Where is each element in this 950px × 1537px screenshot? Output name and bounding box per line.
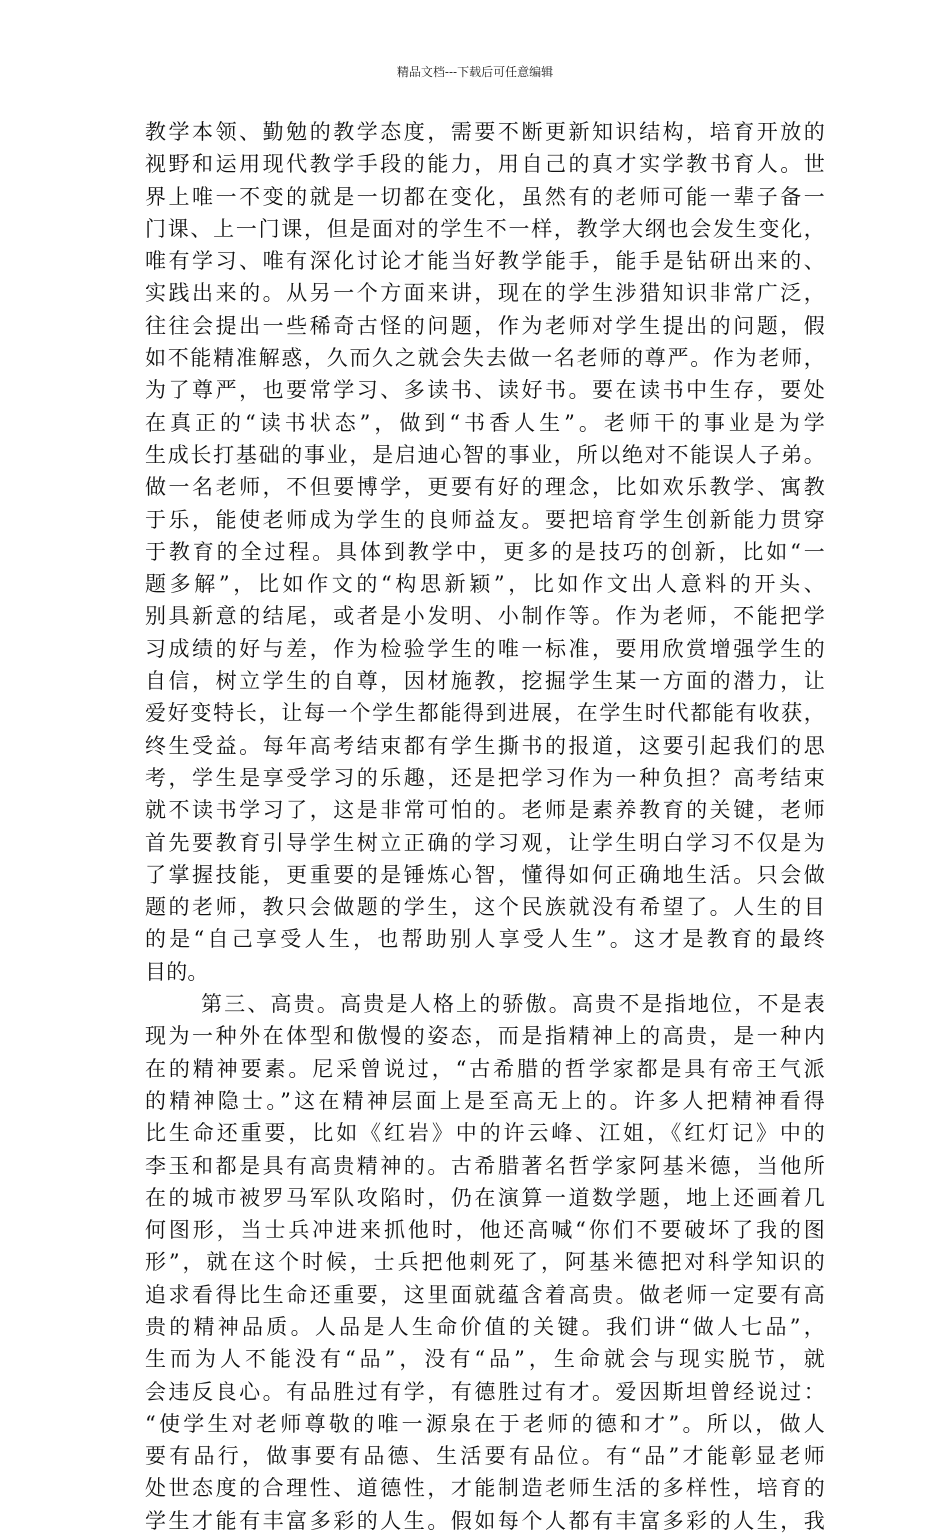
text-line: 就不读书学习了，这是非常可怕的。老师是素养教育的关键，老师 — [145, 798, 825, 823]
text-line: 何图形，当士兵冲进来抓他时，他还高喊“你们不要破坏了我的图 — [145, 1218, 825, 1243]
text-line: 要有品行，做事要有品德、生活要有品位。有“品”才能彰显老师 — [145, 1444, 825, 1469]
text-line: 第三、高贵。高贵是人格上的骄傲。高贵不是指地位，不是表 — [201, 992, 825, 1017]
text-line: 现为一种外在体型和傲慢的姿态，而是指精神上的高贵，是一种内 — [145, 1024, 825, 1049]
text-line: 在真正的“读书状态”，做到“书香人生”。老师干的事业是为学 — [145, 410, 825, 435]
text-line: 做一名老师，不但要博学，更要有好的理念，比如欢乐教学、寓教 — [145, 475, 825, 500]
text-line: 了掌握技能，更重要的是锤炼心智，懂得如何正确地生活。只会做 — [145, 862, 825, 887]
text-line: 实践出来的。从另一个方面来讲，现在的学生涉猎知识非常广泛， — [145, 281, 825, 306]
text-line: 生而为人不能没有“品”，没有“品”，生命就会与现实脱节，就 — [145, 1347, 825, 1372]
text-line: 终生受益。每年高考结束都有学生撕书的报道，这要引起我们的思 — [145, 733, 825, 758]
text-line: 在的城市被罗马军队攻陷时，仍在演算一道数学题，地上还画着几 — [145, 1185, 825, 1210]
text-line: 题多解”，比如作文的“构思新颖”，比如作文出人意料的开头、 — [145, 572, 825, 597]
text-line: 贵的精神品质。人品是人生命价值的关键。我们讲“做人七品”， — [145, 1314, 825, 1339]
text-line: 学生才能有丰富多彩的人生。假如每个人都有丰富多彩的人生，我 — [145, 1508, 825, 1533]
text-line: 追求看得比生命还重要，这里面就蕴含着高贵。做老师一定要有高 — [145, 1282, 825, 1307]
document-body — [145, 116, 825, 1537]
text-line: 教学本领、勤勉的教学态度，需要不断更新知识结构，培育开放的 — [145, 120, 825, 144]
text-line: 比生命还重要，比如《红岩》中的许云峰、江姐，《红灯记》中的 — [145, 1121, 825, 1146]
page-header: 精品文档---下载后可任意编辑 — [396, 65, 554, 79]
text-line: 李玉和都是具有高贵精神的。古希腊著名哲学家阿基米德，当他所 — [145, 1153, 825, 1178]
text-line: 首先要教育引导学生树立正确的学习观，让学生明白学习不仅是为 — [145, 830, 825, 855]
text-line: 于乐，能使老师成为学生的良师益友。要把培育学生创新能力贯穿 — [145, 507, 825, 532]
text-line: 爱好变特长，让每一个学生都能得到进展，在学生时代都能有收获， — [145, 701, 825, 726]
text-line: 界上唯一不变的就是一切都在变化，虽然有的老师可能一辈子备一 — [145, 184, 825, 209]
text-line: 门课、上一门课，但是面对的学生不一样，教学大纲也会发生变化， — [145, 216, 825, 241]
text-line: 在的精神要素。尼采曾说过，“古希腊的哲学家都是具有帝王气派 — [145, 1056, 825, 1081]
text-line: 形”，就在这个时候，士兵把他刺死了，阿基米德把对科学知识的 — [145, 1250, 825, 1275]
paragraph — [145, 988, 825, 1537]
text-line: 于教育的全过程。具体到教学中，更多的是技巧的创新，比如“一 — [145, 539, 825, 564]
text-line: 自信，树立学生的自尊，因材施教，挖掘学生某一方面的潜力，让 — [145, 669, 825, 694]
text-line: 往往会提出一些稀奇古怪的问题，作为老师对学生提出的问题，假 — [145, 313, 825, 338]
text-line: 题的老师，教只会做题的学生，这个民族就没有希望了。人生的目 — [145, 895, 825, 920]
paragraph — [145, 116, 825, 988]
text-line: 的精神隐士。”这在精神层面上是至高无上的。许多人把精神看得 — [145, 1088, 825, 1113]
text-line: 处世态度的合理性、道德性，才能制造老师生活的多样性，培育的 — [145, 1476, 825, 1501]
text-line: 的是“自己享受人生，也帮助别人享受人生”。这才是教育的最终 — [145, 927, 825, 952]
text-line: 会违反良心。有品胜过有学，有德胜过有才。爱因斯坦曾经说过： — [145, 1379, 825, 1404]
text-line: 如不能精准解惑，久而久之就会失去做一名老师的尊严。作为老师， — [145, 346, 825, 371]
text-line: 为了尊严，也要常学习、多读书、读好书。要在读书中生存，要处 — [145, 378, 825, 403]
text-line: 别具新意的结尾，或者是小发明、小制作等。作为老师，不能把学 — [145, 604, 825, 629]
text-line: 目的。 — [145, 959, 209, 984]
text-line: 视野和运用现代教学手段的能力，用自己的真才实学教书育人。世 — [145, 152, 825, 177]
text-line: 唯有学习、唯有深化讨论才能当好教学能手，能手是钻研出来的、 — [145, 249, 825, 274]
text-line: “使学生对老师尊敬的唯一源泉在于老师的德和才”。所以，做人 — [145, 1411, 825, 1436]
text-line: 习成绩的好与差，作为检验学生的唯一标准，要用欣赏增强学生的 — [145, 636, 825, 661]
text-line: 生成长打基础的事业，是启迪心智的事业，所以绝对不能误人子弟。 — [145, 442, 825, 467]
text-line: 考，学生是享受学习的乐趣，还是把学习作为一种负担？高考结束 — [145, 765, 825, 790]
